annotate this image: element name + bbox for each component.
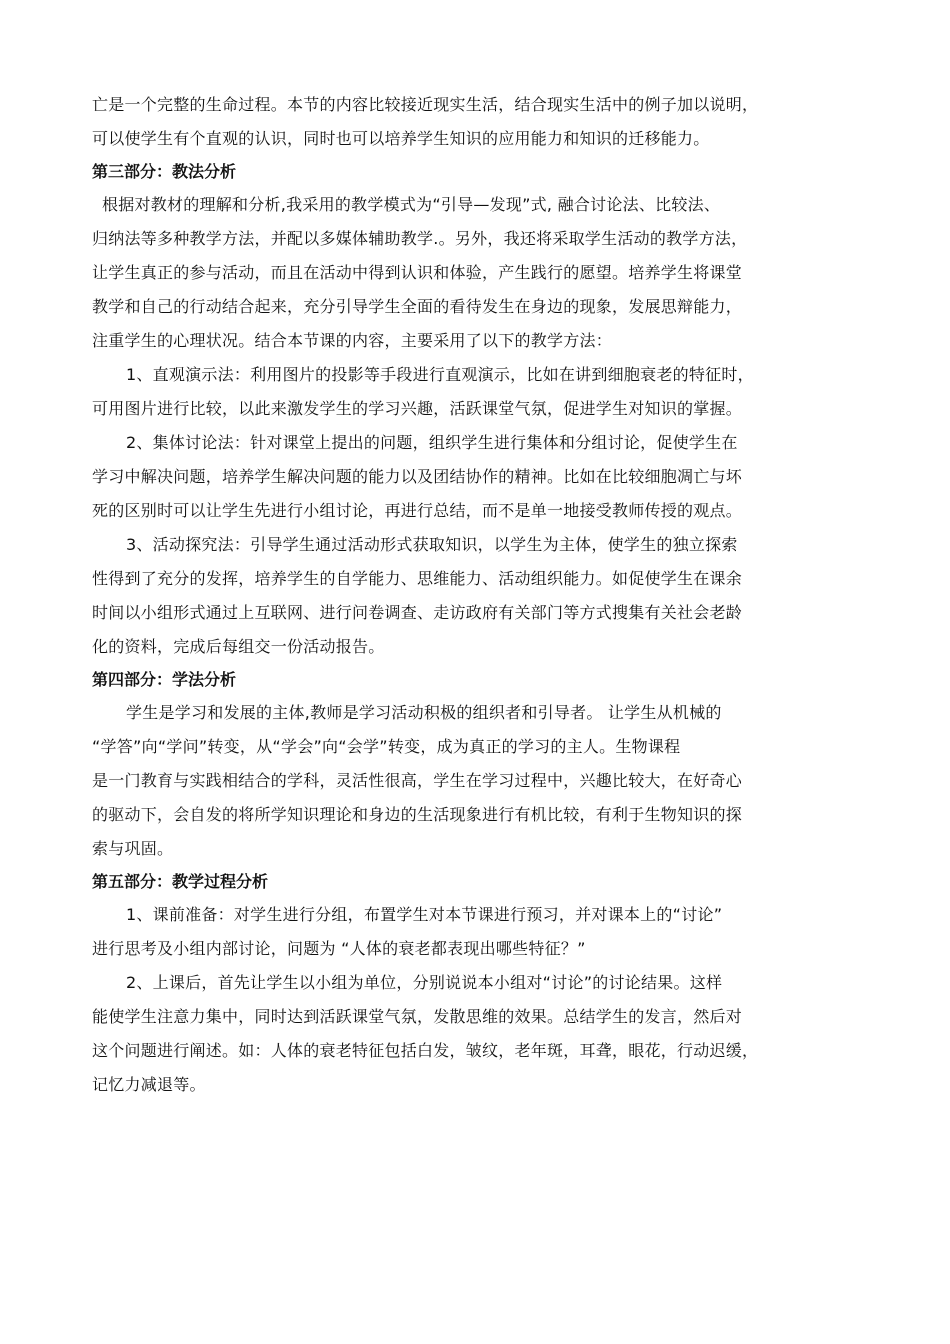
section-heading-part4: 第四部分：学法分析 (92, 670, 237, 689)
section-heading-part3: 第三部分：教法分析 (92, 162, 237, 181)
paragraph-line: 教学和自己的行动结合起来，充分引导学生全面的看待发生在身边的现象，发展思辩能力， (92, 297, 743, 316)
paragraph-line: 是一门教育与实践相结合的学科，灵活性很高，学生在学习过程中，兴趣比较大，在好奇心 (92, 771, 743, 790)
list-item-line: 时间以小组形式通过上互联网、进行问卷调查、走访政府有关部门等方式搜集有关社会老龄 (92, 603, 743, 622)
paragraph-line: 学生是学习和发展的主体,教师是学习活动积极的组织者和引导者。 让学生从机械的 (126, 703, 722, 722)
paragraph-line: 的驱动下，会自发的将所学知识理论和身边的生活现象进行有机比较，有利于生物知识的探 (92, 805, 743, 824)
list-item-line: 记忆力减退等。 (92, 1075, 206, 1094)
paragraph-line: 注重学生的心理状况。结合本节课的内容，主要采用了以下的教学方法： (92, 331, 613, 350)
list-item-line: 3、活动探究法：引导学生通过活动形式获取知识，以学生为主体，使学生的独立探索 (126, 535, 738, 554)
list-item-line: 这个问题进行阐述。如：人体的衰老特征包括白发，皱纹，老年斑，耳聋，眼花，行动迟缓， (92, 1041, 759, 1060)
section-heading-part5: 第五部分：教学过程分析 (92, 872, 269, 891)
list-item-line: 学习中解决问题，培养学生解决问题的能力以及团结协作的精神。比如在比较细胞凋亡与坏 (92, 467, 743, 486)
paragraph-line: 归纳法等多种教学方法，并配以多媒体辅助教学.。另外，我还将采取学生活动的教学方法， (92, 229, 748, 248)
list-item-line: 可用图片进行比较，以此来激发学生的学习兴趣，活跃课堂气氛，促进学生对知识的掌握。 (92, 399, 743, 418)
list-item-line: 能使学生注意力集中，同时达到活跃课堂气氛，发散思维的效果。总结学生的发言，然后对 (92, 1007, 743, 1026)
list-item-line: 2、集体讨论法：针对课堂上提出的问题，组织学生进行集体和分组讨论，促使学生在 (126, 433, 738, 452)
list-item-line: 化的资料，完成后每组交一份活动报告。 (92, 637, 385, 656)
paragraph-line: 让学生真正的参与活动，而且在活动中得到认识和体验，产生践行的愿望。培养学生将课堂 (92, 263, 743, 282)
intro-line: 亡是一个完整的生命过程。本节的内容比较接近现实生活，结合现实生活中的例子加以说明， (92, 95, 759, 114)
list-item-line: 1、直观演示法：利用图片的投影等手段进行直观演示，比如在讲到细胞衰老的特征时， (126, 365, 754, 384)
paragraph-line: 索与巩固。 (92, 839, 174, 858)
intro-line: 可以使学生有个直观的认识，同时也可以培养学生知识的应用能力和知识的迁移能力。 (92, 129, 710, 148)
list-item-line: 进行思考及小组内部讨论，问题为 “人体的衰老都表现出哪些特征？” (92, 939, 586, 958)
list-item-line: 死的区别时可以让学生先进行小组讨论，再进行总结，而不是单一地接受教师传授的观点。 (92, 501, 743, 520)
list-item-line: 2、上课后，首先让学生以小组为单位，分别说说本小组对“讨论”的讨论结果。这样 (126, 973, 723, 992)
document-page (92, 88, 867, 1102)
list-item-line: 1、课前准备：对学生进行分组，布置学生对本节课进行预习，并对课本上的“讨论” (126, 905, 723, 924)
paragraph-line: “学答”向“学问”转变，从“学会”向“会学”转变，成为真正的学习的主人。生物课程 (92, 737, 681, 756)
paragraph-line: 根据对教材的理解和分析,我采用的教学模式为“引导—发现”式, 融合讨论法、比较法、 (102, 195, 721, 214)
list-item-line: 性得到了充分的发挥，培养学生的自学能力、思维能力、活动组织能力。如促使学生在课余 (92, 569, 743, 588)
